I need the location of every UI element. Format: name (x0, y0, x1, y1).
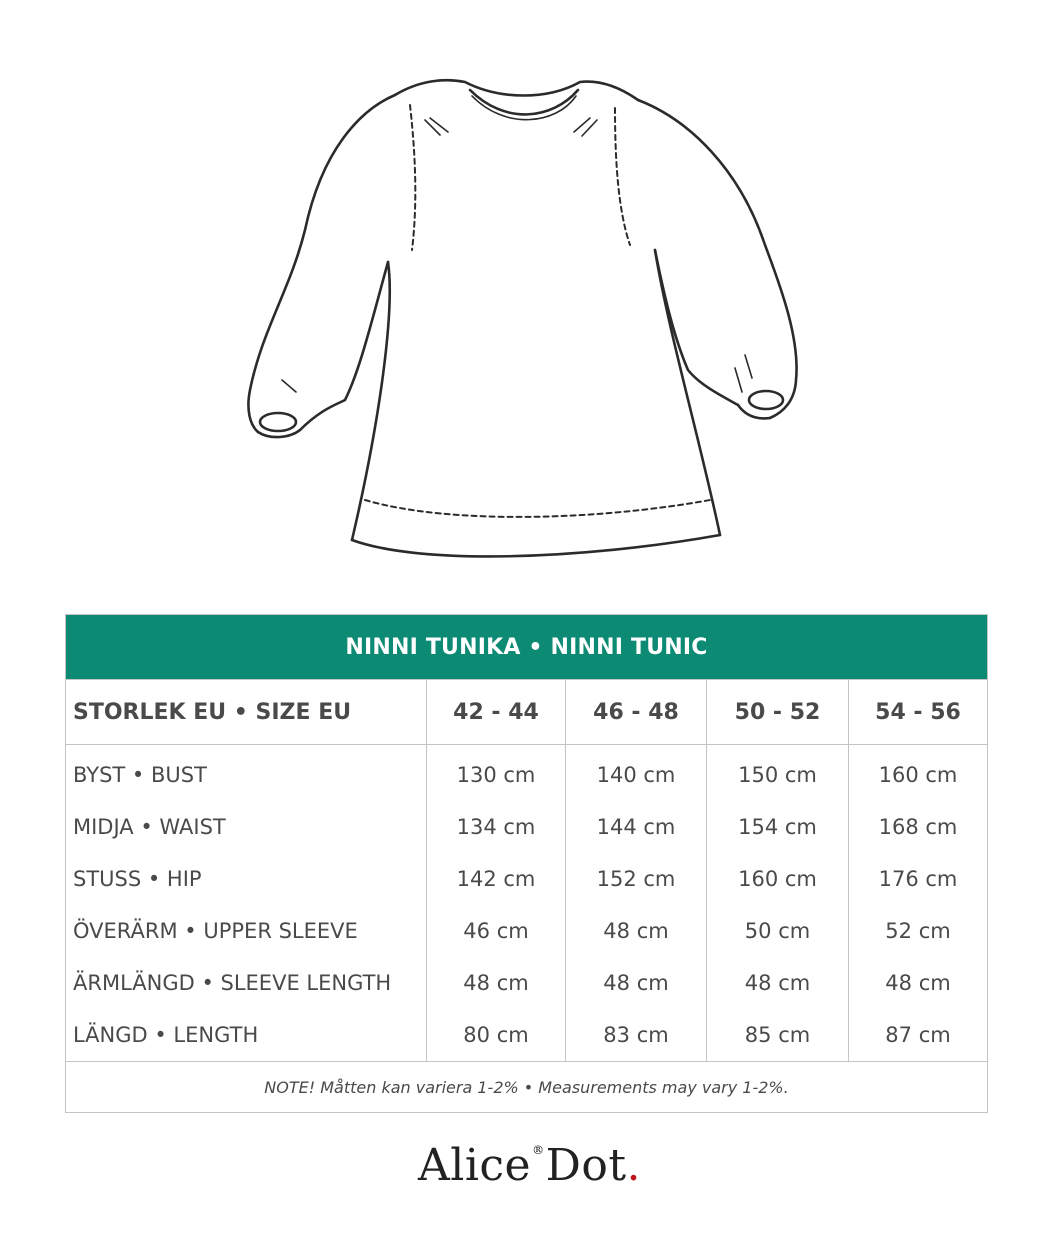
measurement-value: 142 cm (427, 853, 566, 905)
logo-text-alice: Alice (417, 1140, 532, 1191)
measurement-value: 154 cm (707, 801, 849, 853)
measurement-value: 87 cm (849, 1009, 988, 1062)
table-row (66, 957, 988, 1009)
measurement-note: NOTE! Måtten kan variera 1-2% • Measurements may vary 1-2%. (66, 1062, 988, 1113)
measurement-value: 48 cm (427, 957, 566, 1009)
tunic-drawing (225, 20, 835, 600)
measurement-value: 52 cm (849, 905, 988, 957)
logo-red-dot: . (626, 1140, 642, 1191)
table-title-row (66, 615, 988, 680)
measurement-value: 152 cm (566, 853, 707, 905)
measurement-label: STUSS • HIP (66, 853, 427, 905)
alicedot-logo (0, 1140, 1059, 1191)
size-header-label: STORLEK EU • SIZE EU (66, 680, 427, 745)
measurement-value: 150 cm (707, 745, 849, 802)
measurement-value: 48 cm (566, 957, 707, 1009)
measurement-value: 48 cm (849, 957, 988, 1009)
measurement-value: 176 cm (849, 853, 988, 905)
measurement-value: 46 cm (427, 905, 566, 957)
measurement-label: LÄNGD • LENGTH (66, 1009, 427, 1062)
table-row (66, 905, 988, 957)
table-row (66, 1009, 988, 1062)
measurement-value: 83 cm (566, 1009, 707, 1062)
size-header: 54 - 56 (849, 680, 988, 745)
measurement-value: 168 cm (849, 801, 988, 853)
measurement-value: 160 cm (707, 853, 849, 905)
table-note-row (66, 1062, 988, 1113)
measurement-value: 85 cm (707, 1009, 849, 1062)
measurement-value: 130 cm (427, 745, 566, 802)
measurement-label: MIDJA • WAIST (66, 801, 427, 853)
measurement-value: 50 cm (707, 905, 849, 957)
measurement-label: BYST • BUST (66, 745, 427, 802)
registered-mark: ® (532, 1143, 545, 1158)
size-header: 42 - 44 (427, 680, 566, 745)
logo-text-dot: Dot (545, 1140, 627, 1191)
table-row (66, 853, 988, 905)
size-header: 46 - 48 (566, 680, 707, 745)
table-row (66, 745, 988, 802)
measurement-value: 48 cm (566, 905, 707, 957)
measurement-value: 134 cm (427, 801, 566, 853)
measurement-value: 160 cm (849, 745, 988, 802)
measurement-value: 144 cm (566, 801, 707, 853)
table-header-row (66, 680, 988, 745)
measurement-value: 140 cm (566, 745, 707, 802)
size-header: 50 - 52 (707, 680, 849, 745)
size-chart-table (65, 614, 988, 1113)
measurement-label: ÖVERÄRM • UPPER SLEEVE (66, 905, 427, 957)
table-row (66, 801, 988, 853)
measurement-value: 80 cm (427, 1009, 566, 1062)
table-title: NINNI TUNIKA • NINNI TUNIC (66, 615, 988, 680)
tunic-illustration (225, 20, 835, 600)
measurement-label: ÄRMLÄNGD • SLEEVE LENGTH (66, 957, 427, 1009)
measurement-value: 48 cm (707, 957, 849, 1009)
